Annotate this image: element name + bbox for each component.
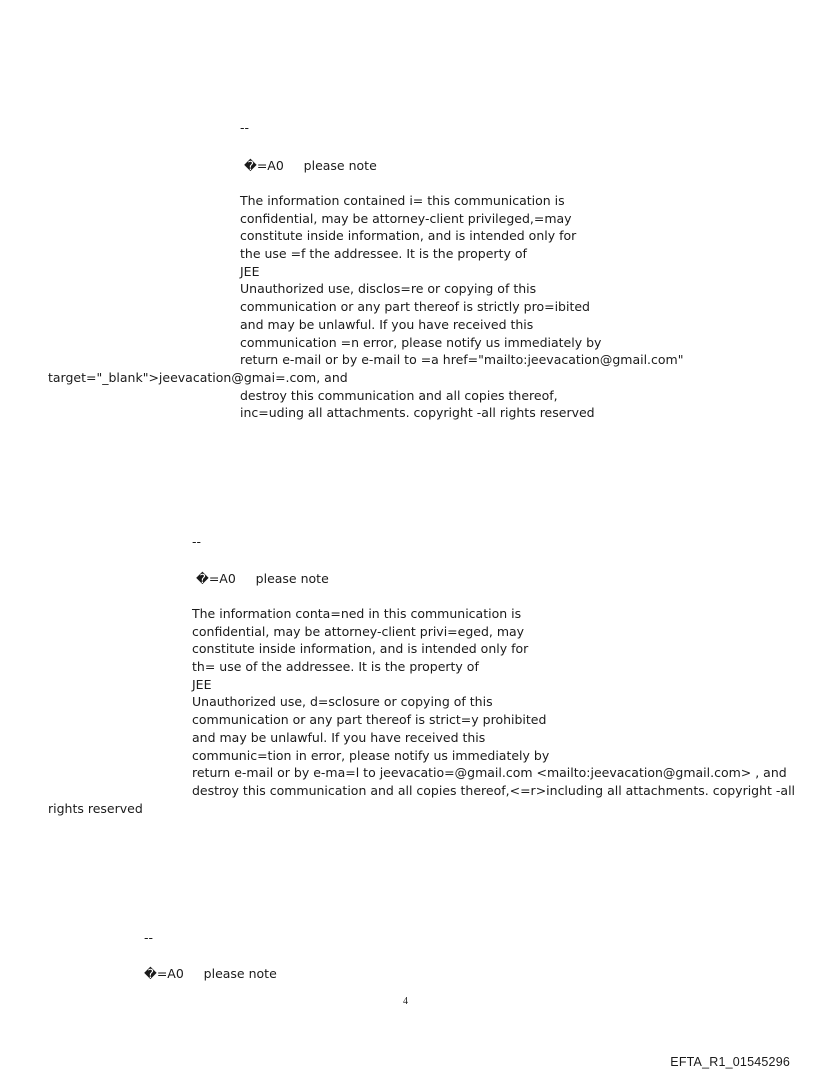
disclaimer-line: destroy this communication and all copies thereof,: [240, 387, 558, 403]
disclaimer-line: constitute inside information, and is intended only for: [192, 641, 529, 657]
disclaimer-line: and may be unlawful. If you have received this: [192, 729, 486, 745]
disclaimer-line: return e-mail or by e-ma=l to jeevacatio=@gmail.com <mailto:jeevacation@gmail.com> , and: [192, 765, 787, 781]
section-1-disclaimer: [48, 192, 684, 422]
disclaimer-line: constitute inside information, and is intended only for: [240, 228, 577, 244]
disclaimer-line: and may be unlawful. If you have received this: [240, 316, 534, 332]
disclaimer-line: The information contained i= this communication is: [240, 193, 565, 208]
disclaimer-line: confidential, may be attorney-client privileged,=may: [240, 210, 572, 226]
section-2-disclaimer: [48, 605, 796, 817]
section-1-please-note: �=A0 please note: [244, 158, 377, 173]
disclaimer-line: target="_blank">jeevacation@gmai=.com, and: [48, 369, 348, 385]
disclaimer-line: JEE: [192, 676, 212, 692]
disclaimer-line: communication or any part thereof is strictly pro=ibited: [240, 299, 590, 315]
disclaimer-line: confidential, may be attorney-client privi=eged, may: [192, 623, 525, 639]
bates-number: EFTA_R1_01545296: [670, 1055, 790, 1069]
disclaimer-line: rights reserved: [48, 800, 143, 816]
page-number: 4: [403, 996, 408, 1007]
disclaimer-line: Unauthorized use, disclos=re or copying of this: [240, 281, 537, 297]
section-2-dash: --: [192, 534, 202, 549]
section-1-dash: --: [240, 120, 250, 135]
disclaimer-line: inc=uding all attachments. copyright -all rights reserved: [240, 405, 595, 421]
disclaimer-line: return e-mail or by e-mail to =a href="mailto:jeevacation@gmail.com": [240, 352, 684, 368]
disclaimer-line: communication or any part thereof is strict=y prohibited: [192, 712, 547, 728]
section-2-please-note: �=A0 please note: [196, 571, 329, 586]
disclaimer-line: the use =f the addressee. It is the property of: [240, 246, 527, 262]
section-3-dash: --: [144, 930, 154, 945]
disclaimer-line: destroy this communication and all copies thereof,<=r>including all attachments. copyright -all: [192, 782, 796, 798]
disclaimer-line: th= use of the addressee. It is the property of: [192, 659, 479, 675]
disclaimer-line: JEE: [240, 263, 260, 279]
disclaimer-line: Unauthorized use, d=sclosure or copying of this: [192, 694, 493, 710]
disclaimer-line: communic=tion in error, please notify us immediately by: [192, 747, 550, 763]
section-3-please-note: �=A0 please note: [144, 966, 277, 981]
disclaimer-line: communication =n error, please notify us immediately by: [240, 334, 602, 350]
disclaimer-line: The information conta=ned in this communication is: [192, 606, 522, 621]
